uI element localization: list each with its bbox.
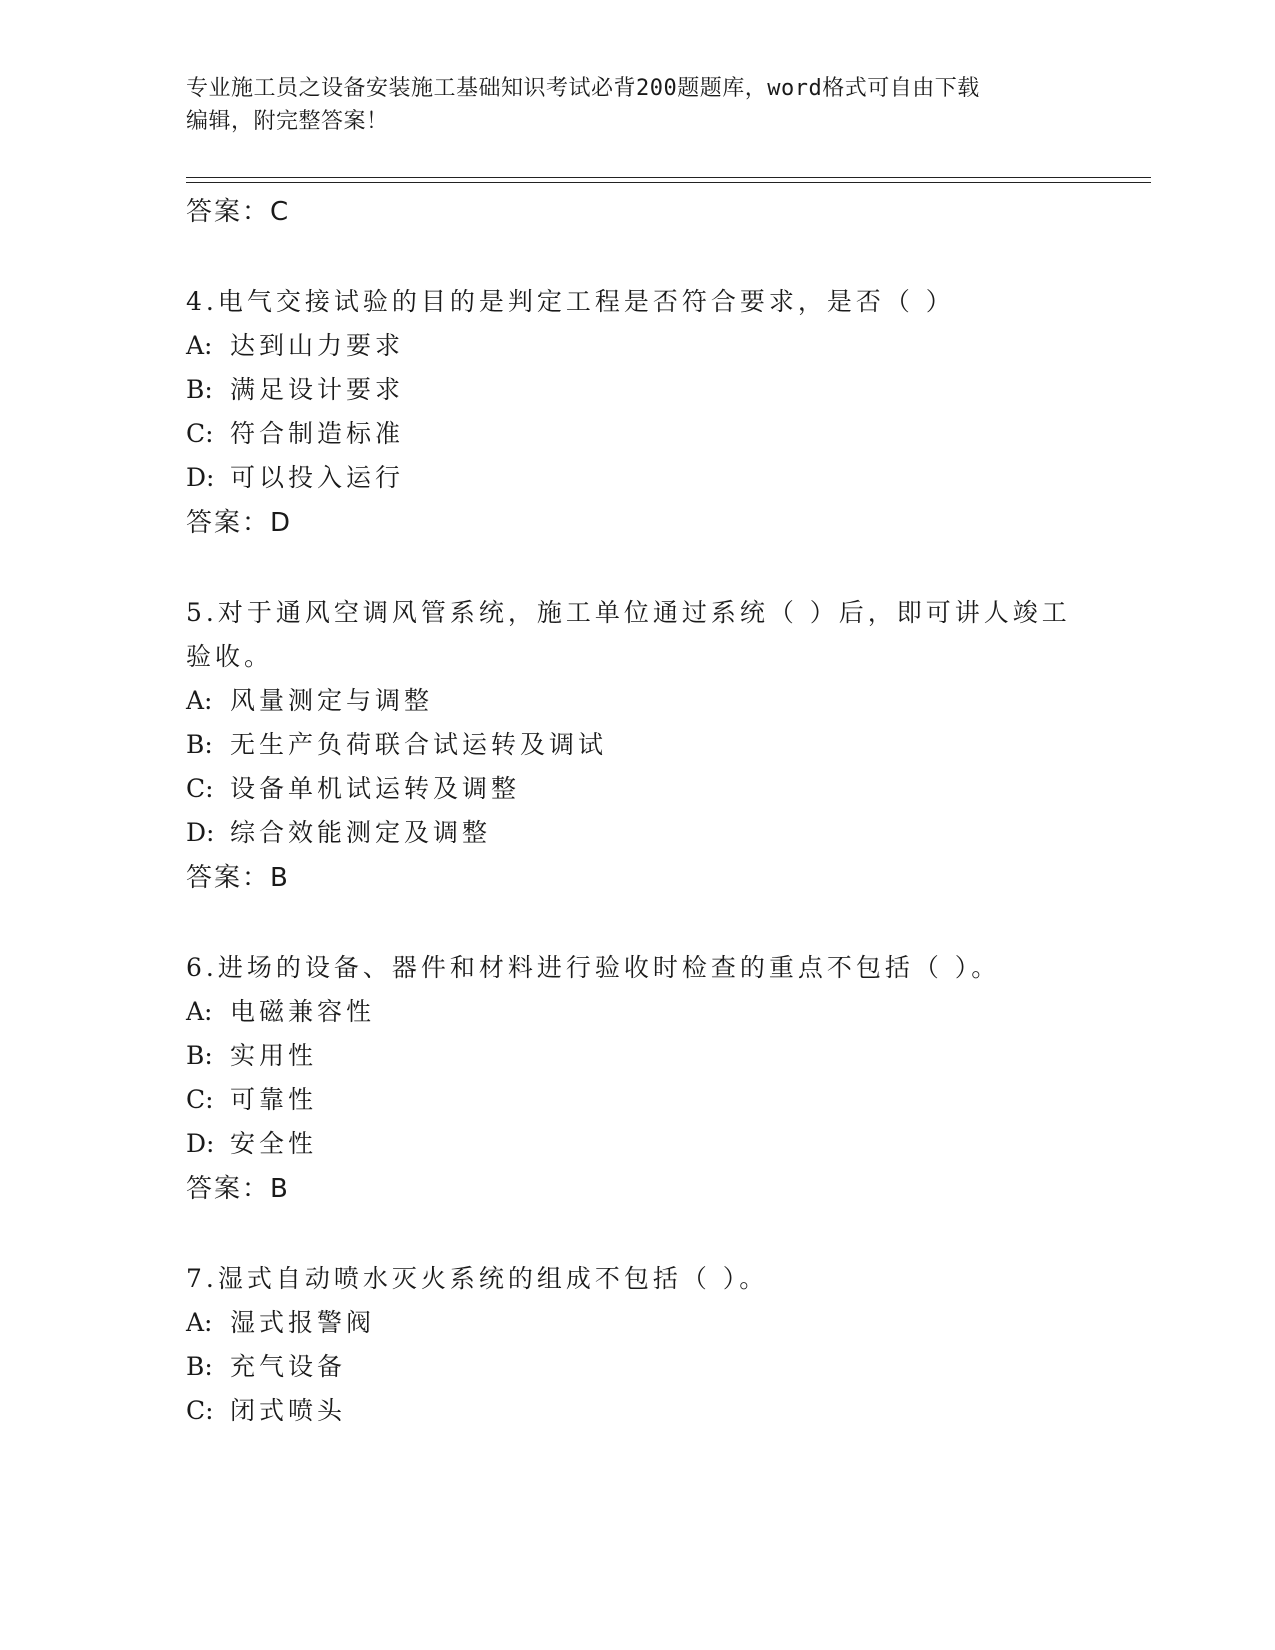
question-6-option-a — [186, 992, 375, 1028]
document-header — [186, 72, 1066, 138]
question-7-option-c — [186, 1391, 346, 1427]
option-text: 闭式喷头 — [230, 1396, 347, 1425]
question-4-stem: 4.电气交接试验的目的是判定工程是否符合要求，是否（ ） — [186, 287, 955, 316]
option-text: 风量测定与调整 — [230, 686, 434, 715]
option-text: 无生产负荷联合试运转及调试 — [230, 730, 608, 759]
question-5-option-b — [186, 725, 607, 761]
option-label: B: — [186, 730, 213, 759]
question-5-stem-line2: 验收。 — [186, 642, 274, 671]
option-text: 可靠性 — [230, 1085, 318, 1114]
question-6-stem: 6.进场的设备、器件和材料进行验收时检查的重点不包括（ ）。 — [186, 953, 1001, 982]
option-label: D: — [186, 818, 215, 847]
question-5-stem-line1: 5.对于通风空调风管系统，施工单位通过系统（ ）后，即可讲人竣工 — [186, 598, 1071, 627]
option-text: 实用性 — [230, 1041, 318, 1070]
question-6-option-c — [186, 1080, 317, 1116]
option-label: C: — [186, 419, 214, 448]
option-text: 达到山力要求 — [230, 331, 405, 360]
question-6-option-b — [186, 1036, 317, 1072]
question-7-stem: 7.湿式自动喷水灭火系统的组成不包括（ ）。 — [186, 1264, 769, 1293]
option-text: 湿式报警阀 — [230, 1308, 376, 1337]
option-label: C: — [186, 1396, 214, 1425]
option-text: 综合效能测定及调整 — [230, 818, 492, 847]
option-text: 满足设计要求 — [230, 375, 405, 404]
header-divider-top — [186, 177, 1151, 178]
option-text: 可以投入运行 — [230, 463, 405, 492]
option-text: 充气设备 — [230, 1352, 347, 1381]
answer-q6: 答案：B — [186, 1174, 290, 1204]
option-label: D: — [186, 1129, 215, 1158]
question-4-option-b — [186, 370, 404, 406]
option-label: A: — [186, 1308, 213, 1337]
question-5-option-c — [186, 769, 520, 805]
option-label: D: — [186, 463, 215, 492]
header-title-line2: 编辑，附完整答案！ — [186, 109, 389, 134]
option-label: B: — [186, 1041, 213, 1070]
question-7-option-a — [186, 1303, 375, 1339]
answer-q4: 答案：D — [186, 508, 293, 538]
option-label: B: — [186, 375, 213, 404]
question-6-option-d — [186, 1124, 317, 1160]
question-7-option-b — [186, 1347, 346, 1383]
option-label: A: — [186, 997, 213, 1026]
question-5-option-d — [186, 813, 491, 849]
question-4-option-a — [186, 326, 404, 362]
option-label: C: — [186, 774, 214, 803]
option-text: 设备单机试运转及调整 — [230, 774, 521, 803]
option-label: A: — [186, 686, 213, 715]
header-title-line1: 专业施工员之设备安装施工基础知识考试必背200题题库，word格式可自由下载 — [186, 76, 980, 101]
header-divider-bottom — [186, 182, 1151, 183]
option-text: 电磁兼容性 — [230, 997, 376, 1026]
answer-q3: 答案：C — [186, 197, 291, 227]
option-label: B: — [186, 1352, 213, 1381]
question-4-option-d — [186, 458, 404, 494]
option-text: 符合制造标准 — [230, 419, 405, 448]
option-text: 安全性 — [230, 1129, 318, 1158]
answer-q5: 答案：B — [186, 863, 290, 893]
question-5-option-a — [186, 681, 433, 717]
question-4-option-c — [186, 414, 404, 450]
option-label: C: — [186, 1085, 214, 1114]
option-label: A: — [186, 331, 213, 360]
